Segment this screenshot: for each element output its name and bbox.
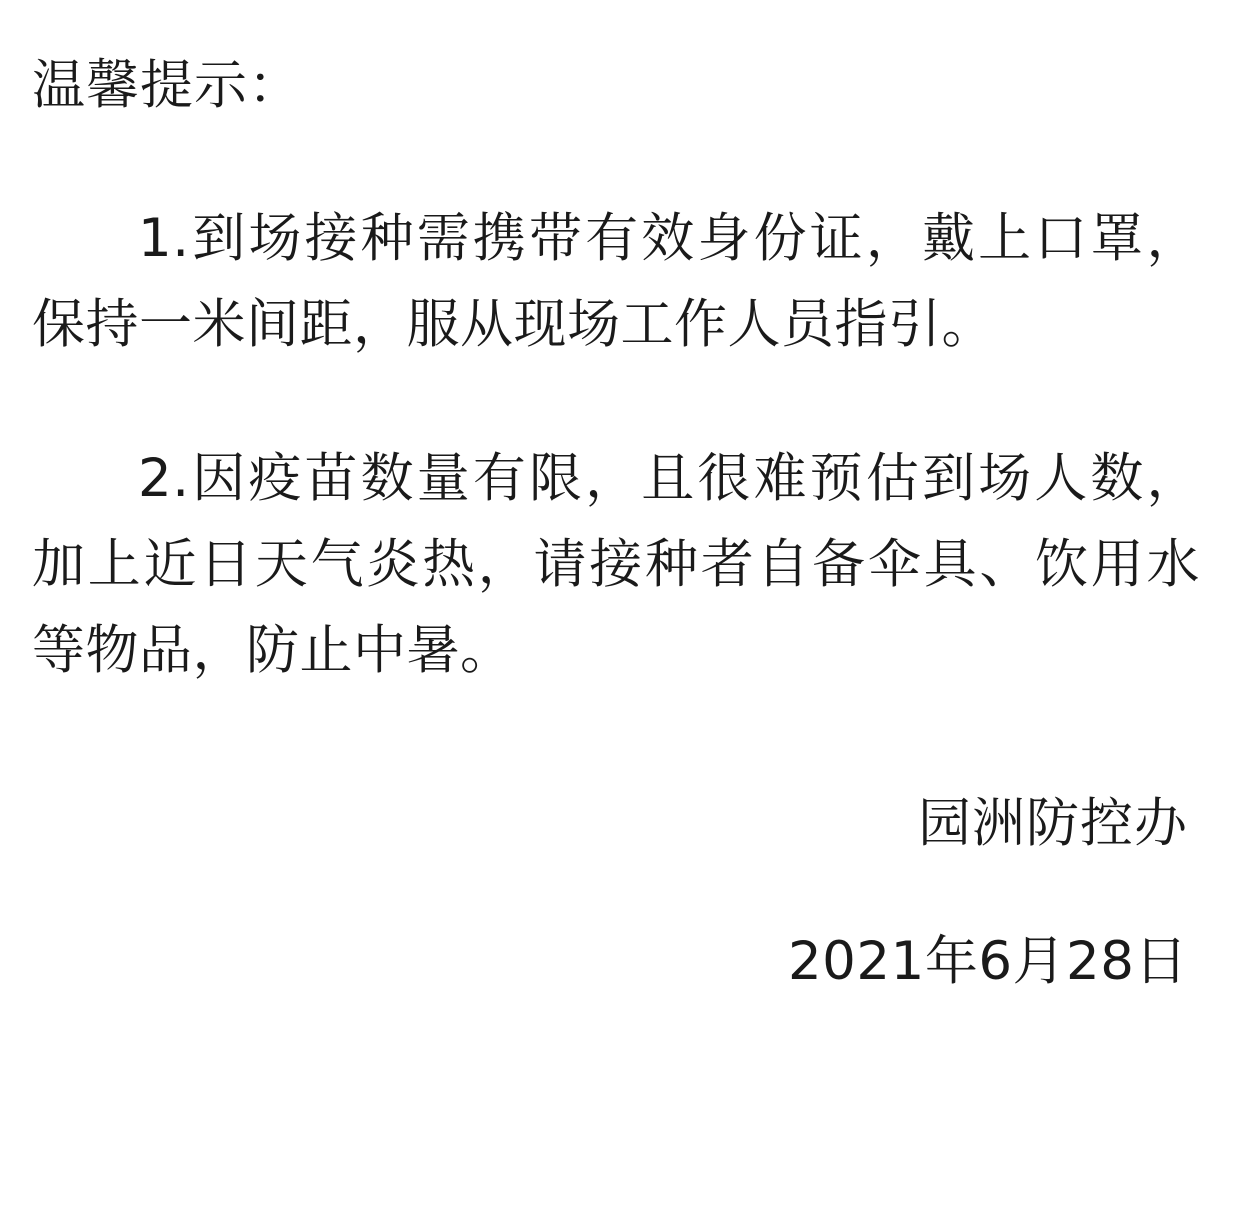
notice-paragraph-2: 2.因疫苗数量有限，且很难预估到场人数，加上近日天气炎热，请接种者自备伞具、饮用水等物品，防止中暑。 [32,447,1200,681]
notice-body [32,196,1200,694]
page-title: 温馨提示： [32,55,302,116]
signature-date: 2021年6月28日 [787,931,1188,993]
signature-author: 园洲防控办 [918,792,1188,854]
notice-paragraph-1: 1.到场接种需携带有效身份证，戴上口罩，保持一米间距，服从现场工作人员指引。 [32,207,1200,355]
signature-block [32,790,1200,998]
